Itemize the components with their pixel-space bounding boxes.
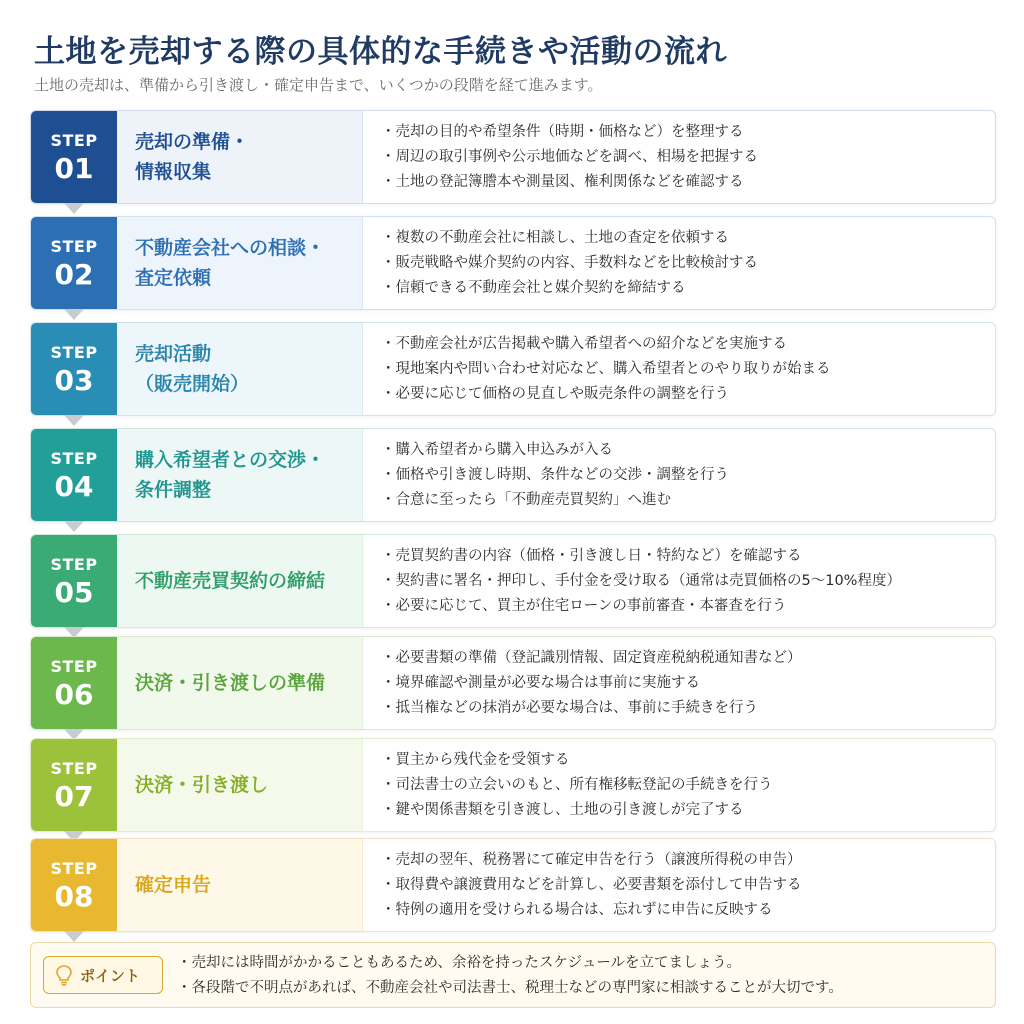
step-title bbox=[117, 217, 363, 309]
step-word: STEP bbox=[50, 859, 98, 878]
step-bullet: ・ 不動産会社が広告掲載や購入希望者への紹介などを実施する bbox=[381, 332, 991, 357]
step-bullet: ・ 土地の登記簿謄本や測量図、権利関係などを確認する bbox=[381, 170, 991, 195]
step-bullet: ・ 信頼できる不動産会社と媒介契約を締結する bbox=[381, 276, 991, 301]
step-badge bbox=[31, 839, 117, 931]
step-bullet-list bbox=[381, 839, 991, 931]
step-number: 06 bbox=[54, 678, 94, 711]
step-number: 01 bbox=[54, 152, 94, 185]
step-title bbox=[117, 839, 363, 931]
step-bullet: ・ 複数の不動産会社に相談し、土地の査定を依頼する bbox=[381, 226, 991, 251]
step-title-line: 条件調整 bbox=[135, 479, 212, 501]
step-badge bbox=[31, 637, 117, 729]
step-bullet-list bbox=[381, 323, 991, 415]
step-bullet-list bbox=[381, 739, 991, 831]
point-label: ポイント bbox=[80, 966, 141, 985]
step-card-07 bbox=[30, 738, 996, 832]
step-badge bbox=[31, 323, 117, 415]
step-title bbox=[117, 323, 363, 415]
step-title-line: （販売開始） bbox=[135, 373, 250, 395]
step-bullet: ・ 必要に応じて、買主が住宅ローンの事前審査・本審査を行う bbox=[381, 594, 991, 619]
point-text bbox=[177, 951, 977, 1001]
step-badge bbox=[31, 217, 117, 309]
step-card-06 bbox=[30, 636, 996, 730]
lightbulb-icon bbox=[54, 964, 74, 986]
page-subtitle: 土地の売却は、準備から引き渡し・確定申告まで、いくつかの段階を経て進みます。 bbox=[34, 76, 603, 94]
point-line: ・ 売却には時間がかかることもあるため、余裕を持ったスケジュールを立てましょう。 bbox=[177, 951, 977, 976]
step-title-line: 情報収集 bbox=[135, 161, 212, 183]
step-badge bbox=[31, 535, 117, 627]
step-word: STEP bbox=[50, 657, 98, 676]
step-bullet: ・ 合意に至ったら「不動産売買契約」へ進む bbox=[381, 488, 991, 513]
step-number: 04 bbox=[54, 470, 94, 503]
step-title-line: 決済・引き渡し bbox=[135, 774, 269, 796]
step-word: STEP bbox=[50, 131, 98, 150]
step-bullet-list bbox=[381, 429, 991, 521]
step-bullet: ・ 司法書士の立会いのもと、所有権移転登記の手続きを行う bbox=[381, 773, 991, 798]
step-bullet: ・ 抵当権などの抹消が必要な場合は、事前に手続きを行う bbox=[381, 696, 991, 721]
step-bullet: ・ 必要に応じて価格の見直しや販売条件の調整を行う bbox=[381, 382, 991, 407]
page-title: 土地を売却する際の具体的な手続きや活動の流れ bbox=[34, 34, 727, 70]
step-card-01 bbox=[30, 110, 996, 204]
step-title-line: 査定依頼 bbox=[135, 267, 212, 289]
step-number: 05 bbox=[54, 576, 94, 609]
step-bullet: ・ 販売戦略や媒介契約の内容、手数料などを比較検討する bbox=[381, 251, 991, 276]
step-title bbox=[117, 111, 363, 203]
step-bullet: ・ 売却の目的や希望条件（時期・価格など）を整理する bbox=[381, 120, 991, 145]
step-word: STEP bbox=[50, 237, 98, 256]
step-card-04 bbox=[30, 428, 996, 522]
point-line: ・ 各段階で不明点があれば、不動産会社や司法書士、税理士などの専門家に相談することが大切です。 bbox=[177, 976, 977, 1001]
step-bullet: ・ 売買契約書の内容（価格・引き渡し日・特約など）を確認する bbox=[381, 544, 991, 569]
step-title bbox=[117, 637, 363, 729]
down-arrow-icon bbox=[64, 521, 84, 532]
step-title bbox=[117, 429, 363, 521]
step-bullet: ・ 鍵や関係書類を引き渡し、土地の引き渡しが完了する bbox=[381, 798, 991, 823]
step-card-02 bbox=[30, 216, 996, 310]
point-badge bbox=[43, 956, 163, 994]
step-bullet: ・ 売却の翌年、税務署にて確定申告を行う（譲渡所得税の申告） bbox=[381, 848, 991, 873]
down-arrow-icon bbox=[64, 309, 84, 320]
step-number: 07 bbox=[54, 780, 94, 813]
step-bullet-list bbox=[381, 217, 991, 309]
step-title-line: 確定申告 bbox=[135, 874, 212, 896]
step-bullet: ・ 買主から残代金を受領する bbox=[381, 748, 991, 773]
step-word: STEP bbox=[50, 759, 98, 778]
step-bullet: ・ 境界確認や測量が必要な場合は事前に実施する bbox=[381, 671, 991, 696]
step-title bbox=[117, 535, 363, 627]
step-bullet-list bbox=[381, 637, 991, 729]
step-title bbox=[117, 739, 363, 831]
step-title-line: 売却活動 bbox=[135, 343, 212, 365]
step-card-05 bbox=[30, 534, 996, 628]
step-title-line: 売却の準備・ bbox=[135, 131, 250, 153]
step-bullet-list bbox=[381, 535, 991, 627]
step-number: 02 bbox=[54, 258, 94, 291]
step-title-line: 購入希望者との交渉・ bbox=[135, 449, 326, 471]
step-bullet: ・ 契約書に署名・押印し、手付金を受け取る（通常は売買価格の5～10%程度） bbox=[381, 569, 991, 594]
step-badge bbox=[31, 739, 117, 831]
step-number: 08 bbox=[54, 880, 94, 913]
step-bullet: ・ 取得費や譲渡費用などを計算し、必要書類を添付して申告する bbox=[381, 873, 991, 898]
down-arrow-icon bbox=[64, 203, 84, 214]
step-card-08 bbox=[30, 838, 996, 932]
step-bullet: ・ 価格や引き渡し時期、条件などの交渉・調整を行う bbox=[381, 463, 991, 488]
step-badge bbox=[31, 429, 117, 521]
step-badge bbox=[31, 111, 117, 203]
step-bullet: ・ 特例の適用を受けられる場合は、忘れずに申告に反映する bbox=[381, 898, 991, 923]
step-word: STEP bbox=[50, 343, 98, 362]
step-card-03 bbox=[30, 322, 996, 416]
step-bullet: ・ 現地案内や問い合わせ対応など、購入希望者とのやり取りが始まる bbox=[381, 357, 991, 382]
step-word: STEP bbox=[50, 449, 98, 468]
step-title-line: 不動産会社への相談・ bbox=[135, 237, 326, 259]
down-arrow-icon bbox=[64, 415, 84, 426]
step-title-line: 決済・引き渡しの準備 bbox=[135, 672, 326, 694]
step-word: STEP bbox=[50, 555, 98, 574]
step-number: 03 bbox=[54, 364, 94, 397]
step-bullet-list bbox=[381, 111, 991, 203]
step-bullet: ・ 周辺の取引事例や公示地価などを調べ、相場を把握する bbox=[381, 145, 991, 170]
step-bullet: ・ 必要書類の準備（登記識別情報、固定資産税納税通知書など） bbox=[381, 646, 991, 671]
down-arrow-icon bbox=[64, 931, 84, 942]
step-bullet: ・ 購入希望者から購入申込みが入る bbox=[381, 438, 991, 463]
point-box bbox=[30, 942, 996, 1008]
step-title-line: 不動産売買契約の締結 bbox=[135, 570, 326, 592]
